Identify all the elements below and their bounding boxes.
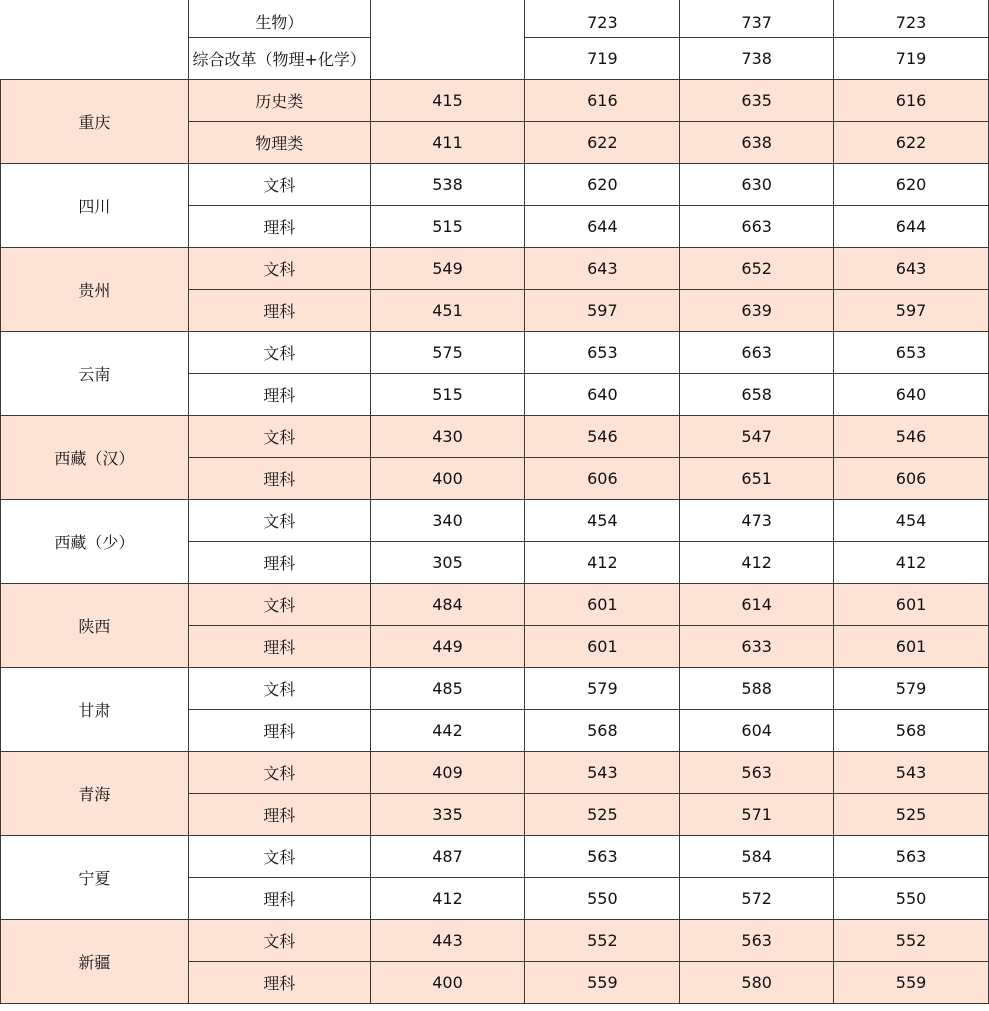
province-cell: 甘肃: [1, 668, 189, 752]
subject-cell: 文科: [188, 836, 370, 878]
score-cell: 568: [834, 710, 989, 752]
score-cell: 454: [525, 500, 680, 542]
score-cell: 442: [370, 710, 525, 752]
score-cell: 653: [834, 332, 989, 374]
score-cell: 643: [525, 248, 680, 290]
score-cell: 547: [680, 416, 834, 458]
score-cell: 723: [525, 0, 680, 38]
province-cell: 宁夏: [1, 836, 189, 920]
score-cell: 622: [525, 122, 680, 164]
subject-cell: 理科: [188, 374, 370, 416]
score-cell: 550: [525, 878, 680, 920]
subject-cell: 综合改革（物理+化学）: [188, 38, 370, 80]
subject-cell: 文科: [188, 668, 370, 710]
score-cell: 412: [370, 878, 525, 920]
score-cell: 552: [525, 920, 680, 962]
subject-cell: 文科: [188, 248, 370, 290]
score-cell: 604: [680, 710, 834, 752]
table-row: [1, 0, 989, 38]
score-cell: 639: [680, 290, 834, 332]
table-row: [1, 332, 989, 374]
score-cell: 644: [834, 206, 989, 248]
score-cell: 638: [680, 122, 834, 164]
score-cell: 601: [834, 584, 989, 626]
score-cell: 575: [370, 332, 525, 374]
score-cell: 549: [370, 248, 525, 290]
score-cell: 546: [834, 416, 989, 458]
score-cell: 525: [834, 794, 989, 836]
score-cell: 630: [680, 164, 834, 206]
province-cell: 重庆: [1, 80, 189, 164]
score-cell: 473: [680, 500, 834, 542]
subject-cell: 理科: [188, 542, 370, 584]
empty-province-cell: [1, 0, 189, 80]
score-cell: 663: [680, 206, 834, 248]
subject-cell: 文科: [188, 500, 370, 542]
empty-score-cell: [370, 0, 525, 80]
score-cell: 584: [680, 836, 834, 878]
score-cell: 601: [834, 626, 989, 668]
score-cell: 409: [370, 752, 525, 794]
score-cell: 449: [370, 626, 525, 668]
subject-cell: 理科: [188, 290, 370, 332]
score-cell: 597: [525, 290, 680, 332]
score-cell: 651: [680, 458, 834, 500]
score-cell: 454: [834, 500, 989, 542]
table-row: [1, 416, 989, 458]
subject-cell: 文科: [188, 920, 370, 962]
province-cell: 新疆: [1, 920, 189, 1004]
score-cell: 340: [370, 500, 525, 542]
score-cell: 400: [370, 962, 525, 1004]
score-cell: 552: [834, 920, 989, 962]
score-cell: 640: [525, 374, 680, 416]
score-cell: 606: [525, 458, 680, 500]
province-cell: 西藏（少）: [1, 500, 189, 584]
score-cell: 305: [370, 542, 525, 584]
subject-cell: 历史类: [188, 80, 370, 122]
score-cell: 601: [525, 584, 680, 626]
score-cell: 563: [525, 836, 680, 878]
score-cell: 487: [370, 836, 525, 878]
subject-cell: 文科: [188, 416, 370, 458]
score-cell: 525: [525, 794, 680, 836]
subject-cell: 理科: [188, 458, 370, 500]
subject-cell: 理科: [188, 794, 370, 836]
score-cell: 515: [370, 374, 525, 416]
score-cell: 559: [525, 962, 680, 1004]
score-cell: 543: [834, 752, 989, 794]
score-cell: 620: [834, 164, 989, 206]
subject-cell: 生物）: [188, 0, 370, 38]
score-cell: 633: [680, 626, 834, 668]
score-cell: 658: [680, 374, 834, 416]
score-cell: 620: [525, 164, 680, 206]
score-cell: 719: [834, 38, 989, 80]
subject-cell: 文科: [188, 584, 370, 626]
score-cell: 571: [680, 794, 834, 836]
score-cell: 412: [834, 542, 989, 584]
score-cell: 616: [525, 80, 680, 122]
score-cell: 588: [680, 668, 834, 710]
score-cell: 563: [834, 836, 989, 878]
score-cell: 451: [370, 290, 525, 332]
subject-cell: 理科: [188, 962, 370, 1004]
score-cell: 546: [525, 416, 680, 458]
score-cell: 563: [680, 920, 834, 962]
subject-cell: 文科: [188, 752, 370, 794]
score-cell: 579: [525, 668, 680, 710]
table-row: [1, 248, 989, 290]
score-cell: 652: [680, 248, 834, 290]
score-cell: 412: [525, 542, 680, 584]
score-cell: 430: [370, 416, 525, 458]
score-cell: 606: [834, 458, 989, 500]
subject-cell: 物理类: [188, 122, 370, 164]
subject-cell: 理科: [188, 206, 370, 248]
province-cell: 青海: [1, 752, 189, 836]
score-cell: 635: [680, 80, 834, 122]
province-cell: 陕西: [1, 584, 189, 668]
score-cell: 572: [680, 878, 834, 920]
score-cell: 579: [834, 668, 989, 710]
score-cell: 443: [370, 920, 525, 962]
score-cell: 653: [525, 332, 680, 374]
province-cell: 西藏（汉）: [1, 416, 189, 500]
score-cell: 400: [370, 458, 525, 500]
table-row: [1, 80, 989, 122]
score-cell: 622: [834, 122, 989, 164]
score-cell: 580: [680, 962, 834, 1004]
score-cell: 738: [680, 38, 834, 80]
table-row: [1, 164, 989, 206]
score-cell: 550: [834, 878, 989, 920]
score-cell: 335: [370, 794, 525, 836]
score-cell: 601: [525, 626, 680, 668]
score-cell: 415: [370, 80, 525, 122]
score-cell: 543: [525, 752, 680, 794]
score-cell: 411: [370, 122, 525, 164]
score-cell: 538: [370, 164, 525, 206]
score-cell: 616: [834, 80, 989, 122]
score-cell: 644: [525, 206, 680, 248]
province-cell: 贵州: [1, 248, 189, 332]
province-cell: 四川: [1, 164, 189, 248]
table-row: [1, 836, 989, 878]
table-row: [1, 668, 989, 710]
score-cell: 640: [834, 374, 989, 416]
score-cell: 568: [525, 710, 680, 752]
score-cell: 515: [370, 206, 525, 248]
score-cell: 723: [834, 0, 989, 38]
table-row: [1, 920, 989, 962]
score-cell: 484: [370, 584, 525, 626]
table-row: [1, 584, 989, 626]
score-cell: 737: [680, 0, 834, 38]
score-cell: 412: [680, 542, 834, 584]
score-cell: 663: [680, 332, 834, 374]
score-cell: 485: [370, 668, 525, 710]
score-cell: 719: [525, 38, 680, 80]
score-cell: 559: [834, 962, 989, 1004]
subject-cell: 文科: [188, 164, 370, 206]
table-row: [1, 752, 989, 794]
table-row: [1, 500, 989, 542]
score-cell: 563: [680, 752, 834, 794]
province-cell: 云南: [1, 332, 189, 416]
score-cell: 614: [680, 584, 834, 626]
subject-cell: 理科: [188, 710, 370, 752]
score-cell: 643: [834, 248, 989, 290]
subject-cell: 理科: [188, 878, 370, 920]
subject-cell: 文科: [188, 332, 370, 374]
subject-cell: 理科: [188, 626, 370, 668]
score-cell: 597: [834, 290, 989, 332]
